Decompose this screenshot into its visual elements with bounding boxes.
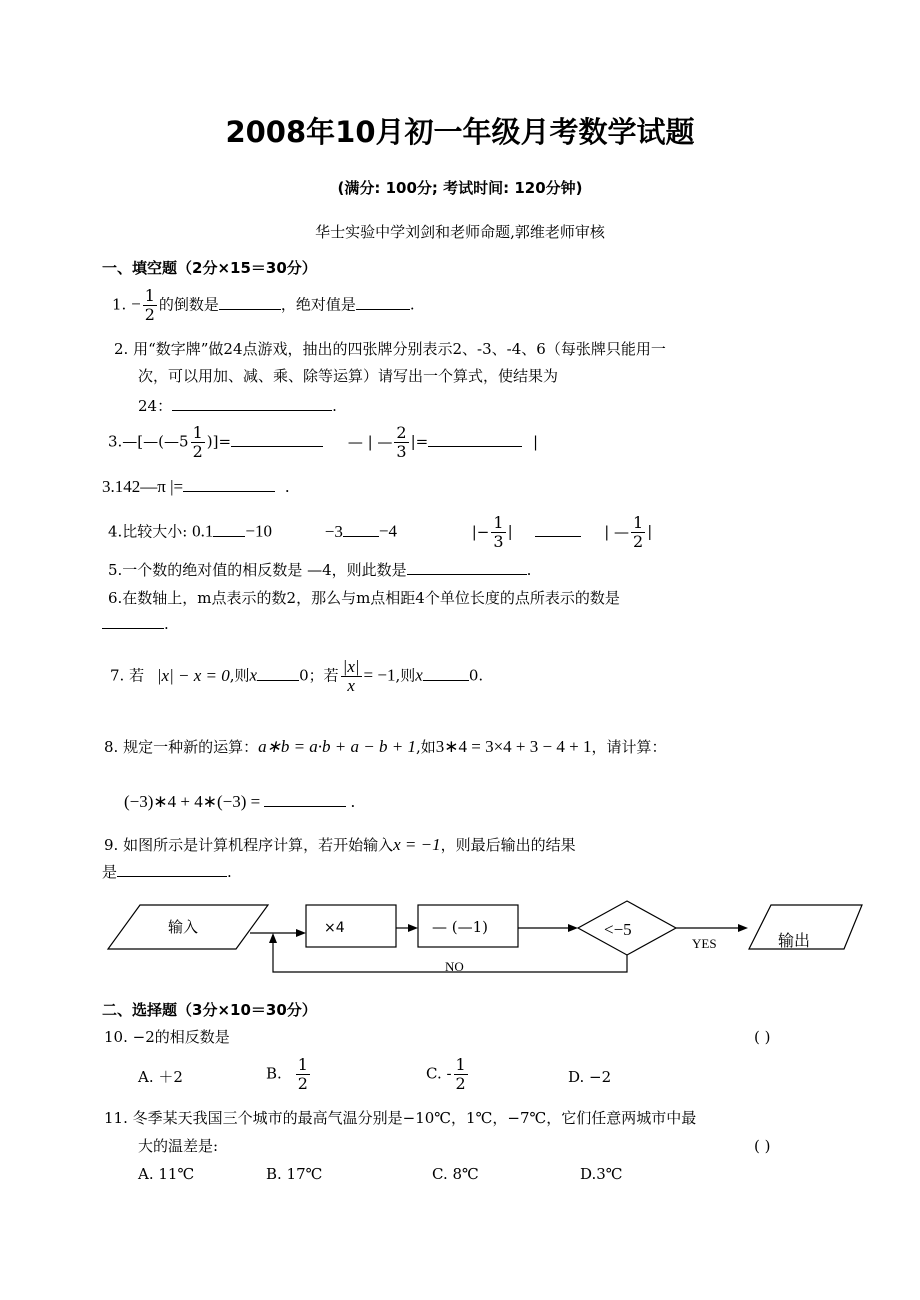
question-2-line-1: 2. 用“数字牌”做24点游戏，抽出的四张牌分别表示2、-3、-4、6（每张牌只能用一 (114, 340, 666, 358)
q1-fraction: $\frac{1}{2}$ (144, 286, 155, 324)
flow-yes-label: YES (692, 936, 717, 951)
flow-multiply-label: ×4 (324, 920, 345, 936)
option-b[interactable]: B. $\frac{1}{2}$ (266, 1055, 308, 1093)
option-c[interactable]: C. 8℃ (432, 1165, 479, 1183)
flow-input-label: 输入 (168, 918, 199, 936)
answer-blank[interactable] (219, 295, 281, 310)
flow-output-label: 输出 (778, 931, 811, 950)
option-d[interactable]: D.3℃ (580, 1165, 623, 1183)
answer-blank[interactable] (535, 522, 581, 537)
question-11-line-2: 大的温差是: (138, 1137, 219, 1155)
question-10: 10. −2的相反数是 (104, 1028, 230, 1046)
option-a[interactable]: A. 11℃ (138, 1165, 195, 1183)
answer-blank[interactable] (356, 295, 410, 310)
answer-blank[interactable] (102, 614, 164, 629)
option-a[interactable]: A. ＋2 (138, 1068, 183, 1086)
question-3-line-2: 3.142—π |= . (102, 477, 290, 496)
q1-number: 1. (112, 295, 127, 314)
question-3: 3.—[—(—5 $\frac{1}{2}$ )]= — | — $\frac{2}{3}$ |= | (108, 423, 539, 461)
q1-text2: ，绝对值是 (280, 295, 356, 314)
question-7: 7. 若 |x| − x = 0,则x 0；若 $\frac{|x|}{x}$ = −1,则x 0. (110, 657, 484, 695)
option-c[interactable]: C. - $\frac{1}{2}$ (426, 1055, 466, 1093)
section-heading-choice: 二、选择题（3分×10＝30分） (102, 1001, 317, 1019)
answer-paren[interactable]: ( ) (754, 1137, 771, 1155)
option-d[interactable]: D. −2 (568, 1068, 612, 1086)
answer-blank[interactable] (231, 432, 323, 447)
flow-condition-label: <−5 (604, 920, 632, 939)
question-8: 8. 规定一种新的运算：a∗b = a·b + a − b + 1,如3∗4 = 3×4 + 3 − 4 + 1，请计算： (104, 737, 667, 756)
question-6: 6.在数轴上，m点表示的数2，那么与m点相距4个单位长度的点所表示的数是 (108, 589, 620, 607)
answer-blank[interactable] (172, 396, 332, 411)
answer-blank[interactable] (428, 432, 522, 447)
multiply-box (306, 905, 396, 947)
answer-blank[interactable] (183, 477, 275, 492)
answer-blank[interactable] (407, 560, 527, 575)
question-4: 4.比较大小: 0.1 −10 −3 −4 |− $\frac{1}{3}$ | | — $\frac{1}{2}$ | (108, 513, 653, 551)
exam-info: (满分: 100分; 考试时间: 120分钟) (337, 179, 583, 197)
program-flowchart (0, 895, 920, 980)
answer-blank[interactable] (423, 666, 469, 681)
q1-text1: 的倒数是 (158, 295, 219, 314)
answer-blank[interactable] (213, 522, 245, 537)
answer-blank[interactable] (257, 666, 299, 681)
question-2-line-3: 24： . (138, 397, 337, 415)
flow-no-label: NO (445, 959, 464, 974)
question-1: 1. − $\frac{1}{2}$ 的倒数是 ，绝对值是 . (112, 286, 415, 324)
q1-minus: − (131, 294, 141, 314)
answer-blank[interactable] (117, 862, 227, 877)
page-title: 2008年10月初一年级月考数学试题 (225, 115, 695, 149)
question-5: 5.一个数的绝对值的相反数是 —4，则此数是 . (108, 561, 532, 579)
question-6-line-2: . (102, 614, 169, 634)
author-line: 华士实验中学刘剑和老师命题,郭维老师审核 (315, 223, 605, 241)
option-b[interactable]: B. 17℃ (266, 1165, 323, 1183)
question-9-line-2: 是 . (102, 863, 232, 881)
section-heading-fill-in: 一、填空题（2分×15＝30分） (102, 259, 317, 277)
answer-blank[interactable] (264, 792, 346, 807)
question-11: 11. 冬季某天我国三个城市的最高气温分别是−10℃，1℃，−7℃，它们任意两城市中最 (104, 1109, 697, 1127)
question-9: 9. 如图所示是计算机程序计算，若开始输入x = −1，则最后输出的结果 (104, 835, 576, 854)
question-2-line-2: 次，可以用加、减、乘、除等运算）请写出一个算式，使结果为 (138, 367, 559, 385)
flow-subtract-label: — (—1) (432, 918, 489, 936)
answer-blank[interactable] (343, 522, 379, 537)
question-8-line-2: (−3)∗4 + 4∗(−3) = . (124, 792, 355, 811)
answer-paren[interactable]: ( ) (754, 1028, 771, 1046)
